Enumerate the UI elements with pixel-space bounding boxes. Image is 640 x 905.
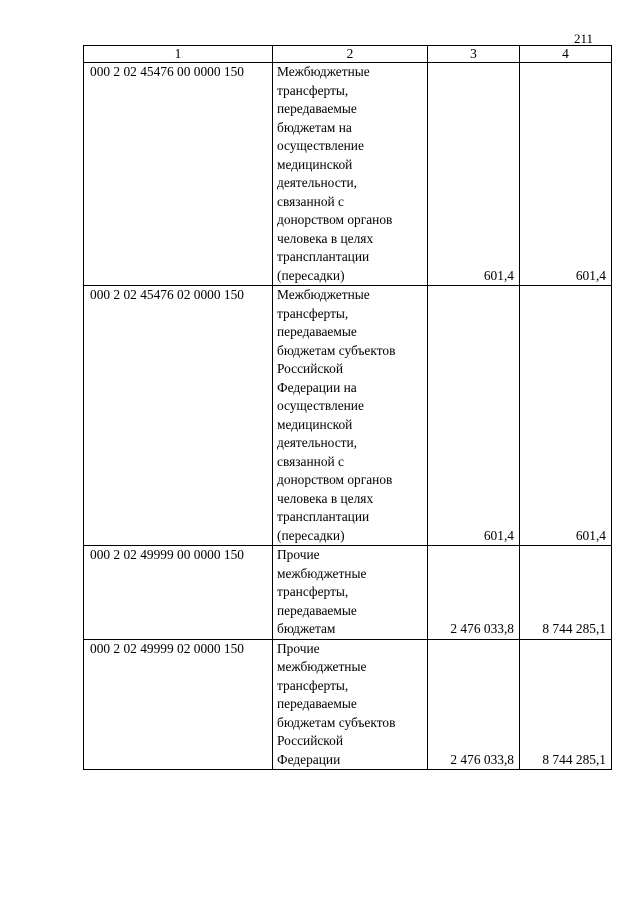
description-line: Прочие [277, 640, 320, 656]
description-line: передаваемые [277, 324, 357, 339]
description-line: медицинской [277, 156, 353, 172]
description-cell [273, 286, 428, 546]
budget-code-cell: 000 2 02 45476 02 0000 150 [84, 286, 273, 546]
description-line: передаваемые [277, 101, 357, 116]
amount-col3-cell: 2 476 033,8 [428, 639, 520, 770]
description-line: Российской [277, 733, 343, 748]
amount-col4-cell: 8 744 285,1 [520, 546, 612, 640]
description-line: (пересадки) [277, 267, 345, 283]
budget-table [83, 45, 612, 770]
description-line: трансферты, [277, 82, 349, 98]
table-header-row [84, 46, 612, 63]
description-line: бюджетам на [277, 119, 352, 135]
table-row [84, 286, 612, 546]
description-line: связанной с [277, 193, 344, 209]
page-number: 211 [573, 31, 593, 46]
description-cell [273, 546, 428, 640]
description-line: человека в целях [277, 490, 374, 506]
description-cell [273, 63, 428, 286]
description-cell [273, 639, 428, 770]
description-line: (пересадки) [277, 527, 345, 543]
description-line: межбюджетные [277, 659, 367, 674]
description-line: Федерации на [277, 379, 357, 395]
budget-code-cell: 000 2 02 49999 02 0000 150 [84, 639, 273, 770]
description-line: трансферты, [277, 677, 349, 693]
description-line: трансферты, [277, 305, 349, 321]
description-line: осуществление [277, 138, 364, 153]
description-line: передаваемые [277, 696, 357, 711]
budget-code-cell: 000 2 02 49999 00 0000 150 [84, 546, 273, 640]
amount-col4-cell: 601,4 [520, 63, 612, 286]
description-line: бюджетам [277, 621, 336, 636]
description-line: Межбюджетные [277, 287, 370, 302]
description-line: медицинской [277, 416, 353, 432]
table-row [84, 546, 612, 640]
description-line: деятельности, [277, 435, 358, 450]
amount-col3-cell: 601,4 [428, 286, 520, 546]
description-line: передаваемые [277, 602, 357, 618]
table-row [84, 639, 612, 770]
description-line: осуществление [277, 398, 364, 413]
description-line: трансплантации [277, 249, 370, 264]
description-line: Российской [277, 361, 343, 376]
table-body [84, 63, 612, 770]
description-line: деятельности, [277, 175, 358, 190]
description-line: Прочие [277, 547, 320, 562]
column-header-4: 4 [520, 46, 612, 63]
description-line: донорством органов [277, 472, 393, 487]
description-line: связанной с [277, 453, 344, 469]
description-line: Федерации [277, 751, 341, 767]
description-line: трансферты, [277, 584, 349, 599]
description-line: трансплантации [277, 509, 370, 524]
budget-code-cell: 000 2 02 45476 00 0000 150 [84, 63, 273, 286]
amount-col3-cell: 601,4 [428, 63, 520, 286]
description-line: бюджетам субъектов [277, 342, 396, 358]
table-row [84, 63, 612, 286]
column-header-3: 3 [428, 46, 520, 63]
amount-col3-cell: 2 476 033,8 [428, 546, 520, 640]
column-header-2: 2 [273, 46, 428, 63]
description-line: межбюджетные [277, 565, 367, 581]
description-line: донорством органов [277, 212, 393, 227]
description-line: бюджетам субъектов [277, 714, 396, 730]
amount-col4-cell: 8 744 285,1 [520, 639, 612, 770]
column-header-1: 1 [84, 46, 273, 63]
description-line: человека в целях [277, 230, 374, 246]
amount-col4-cell: 601,4 [520, 286, 612, 546]
description-line: Межбюджетные [277, 64, 370, 79]
